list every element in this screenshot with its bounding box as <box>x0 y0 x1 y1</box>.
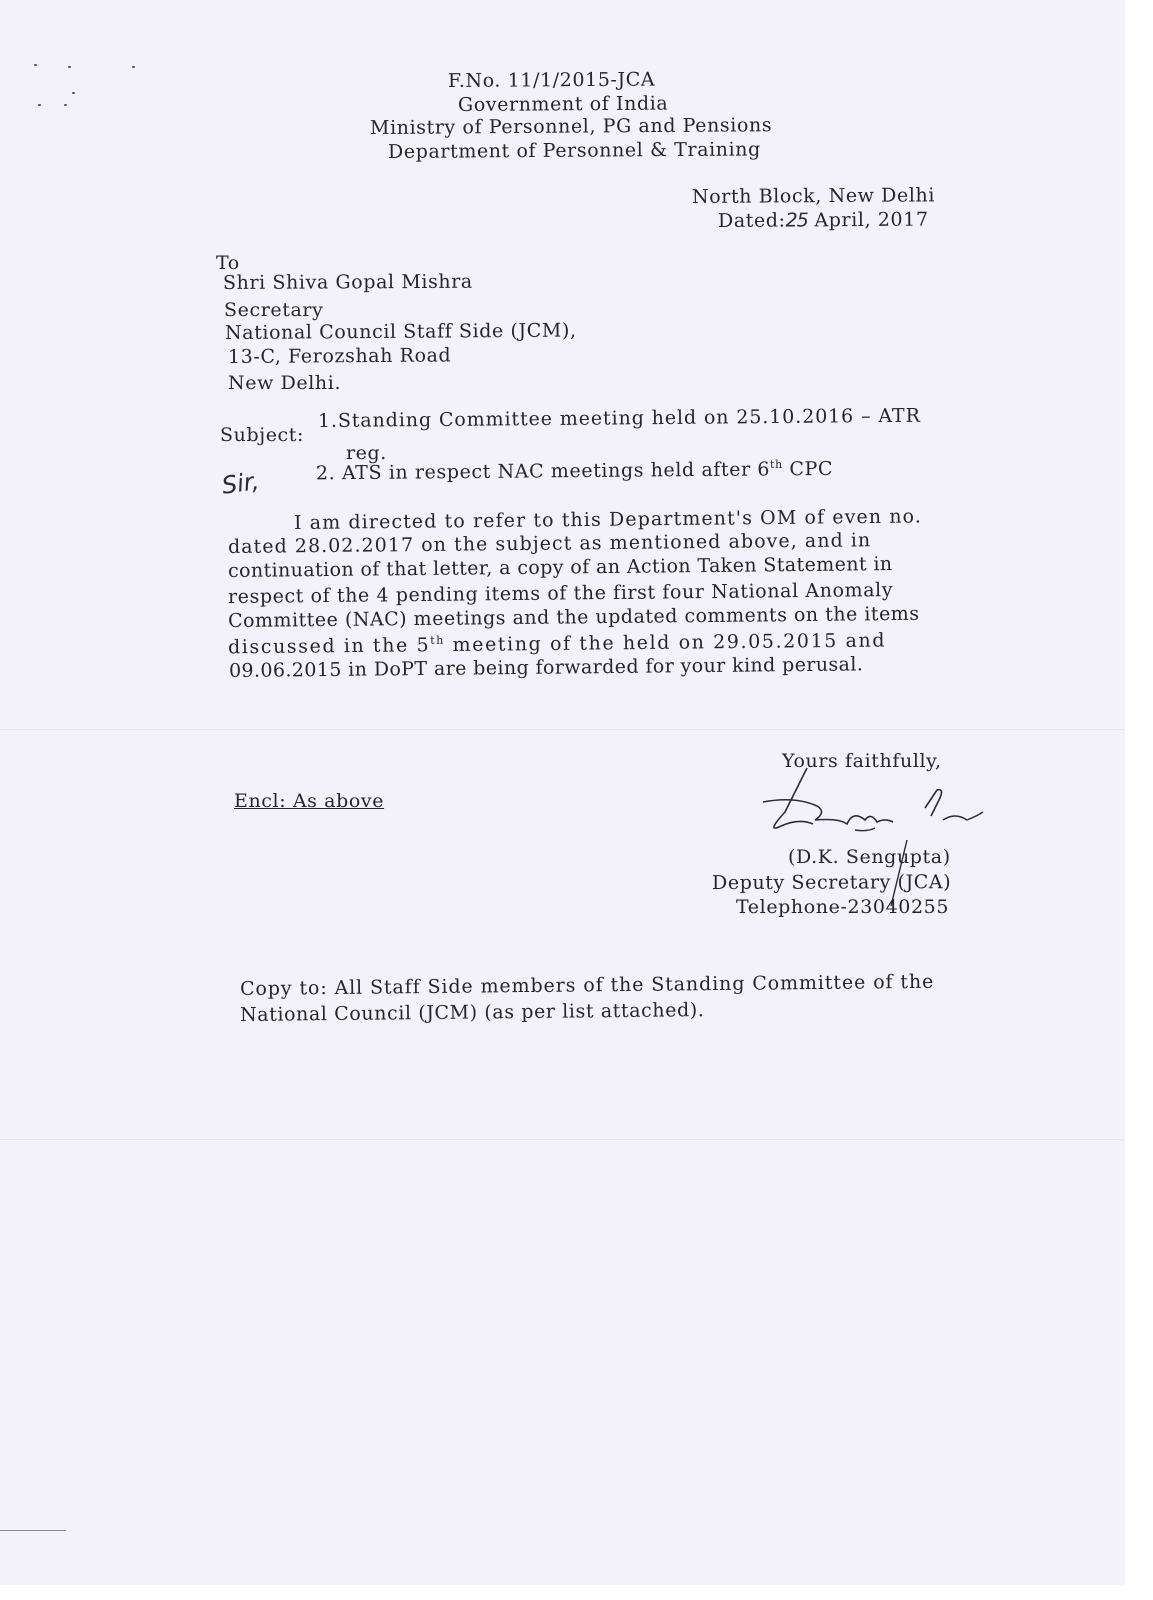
speck <box>34 64 37 66</box>
to-label: To <box>216 252 240 274</box>
date-handwritten: 25 <box>785 209 808 232</box>
copy-to-line-2: National Council (JCM) (as per list attached). <box>239 999 705 1026</box>
addressee-street: 13-C, Ferozshah Road <box>227 344 452 368</box>
speck <box>38 104 41 106</box>
body-line-3: continuation of that letter, a copy of an Action Taken Statement in <box>227 553 893 582</box>
copy-to-line-1: Copy to: All Staff Side members of the Standing Committee of the <box>239 970 935 1000</box>
speck <box>64 104 67 106</box>
file-number: F.No. 11/1/2015-JCA <box>447 68 656 92</box>
fold-line <box>0 728 1125 730</box>
date-label: Dated: <box>717 209 786 232</box>
subject-item-1: 1.Standing Committee meeting held on 25.10.2016 – ATR <box>317 404 921 432</box>
superscript: th <box>430 633 445 647</box>
scan-margin-bottom <box>0 1585 1153 1600</box>
salutation-handwritten: Sir, <box>220 466 261 500</box>
date-line <box>718 209 929 232</box>
signatory-designation: Deputy Secretary (JCA) <box>711 871 952 894</box>
addressee-designation: Secretary <box>224 299 324 321</box>
date-rest: April, 2017 <box>814 208 929 232</box>
body-line-6-end: meeting of the held on 29.05.2015 and <box>452 629 887 656</box>
ministry-line: Ministry of Personnel, PG and Pensions <box>369 114 773 139</box>
addressee-name: Shri Shiva Gopal Mishra <box>222 270 473 294</box>
body-line-4: respect of the 4 pending items of the first four National Anomaly <box>227 579 894 608</box>
body-line-6-text: discussed in the 5 <box>227 634 431 659</box>
signatory-telephone: Telephone-23040255 <box>736 896 950 918</box>
superscript: th <box>769 457 783 472</box>
subject-item-2 <box>316 457 833 484</box>
body-line-7: 09.06.2015 in DoPT are being forwarded for your kind perusal. <box>228 653 864 682</box>
addressee-city: New Delhi. <box>228 372 342 394</box>
place: North Block, New Delhi <box>691 184 936 208</box>
government-line: Government of India <box>457 92 669 116</box>
speck <box>72 92 75 94</box>
body-line-5: Committee (NAC) meetings and the updated comments on the items <box>227 602 920 632</box>
fold-line <box>0 1138 1125 1140</box>
body-line-2-text: dated 28.02.2017 on the subject as mentioned above, and in <box>227 529 872 558</box>
subject-item-2-end: CPC <box>789 457 834 481</box>
edge-mark <box>0 1530 66 1531</box>
speck <box>132 66 135 68</box>
scan-margin-right <box>1125 0 1153 1600</box>
body-line-1: I am directed to refer to this Department's OM of even no. <box>293 505 923 534</box>
subject-item-1-cont: reg. <box>346 442 387 464</box>
department-line: Department of Personnel & Training <box>387 138 761 163</box>
speck <box>68 66 71 68</box>
addressee-organization: National Council Staff Side (JCM), <box>224 319 577 344</box>
enclosure: Encl: As above <box>234 790 385 812</box>
subject-label: Subject: <box>220 424 305 446</box>
subject-item-2-text: 2. ATS in respect NAC meetings held after 6 <box>315 458 771 485</box>
closing: Yours faithfully, <box>782 750 942 772</box>
signatory-name: (D.K. Sengupta) <box>788 846 951 868</box>
